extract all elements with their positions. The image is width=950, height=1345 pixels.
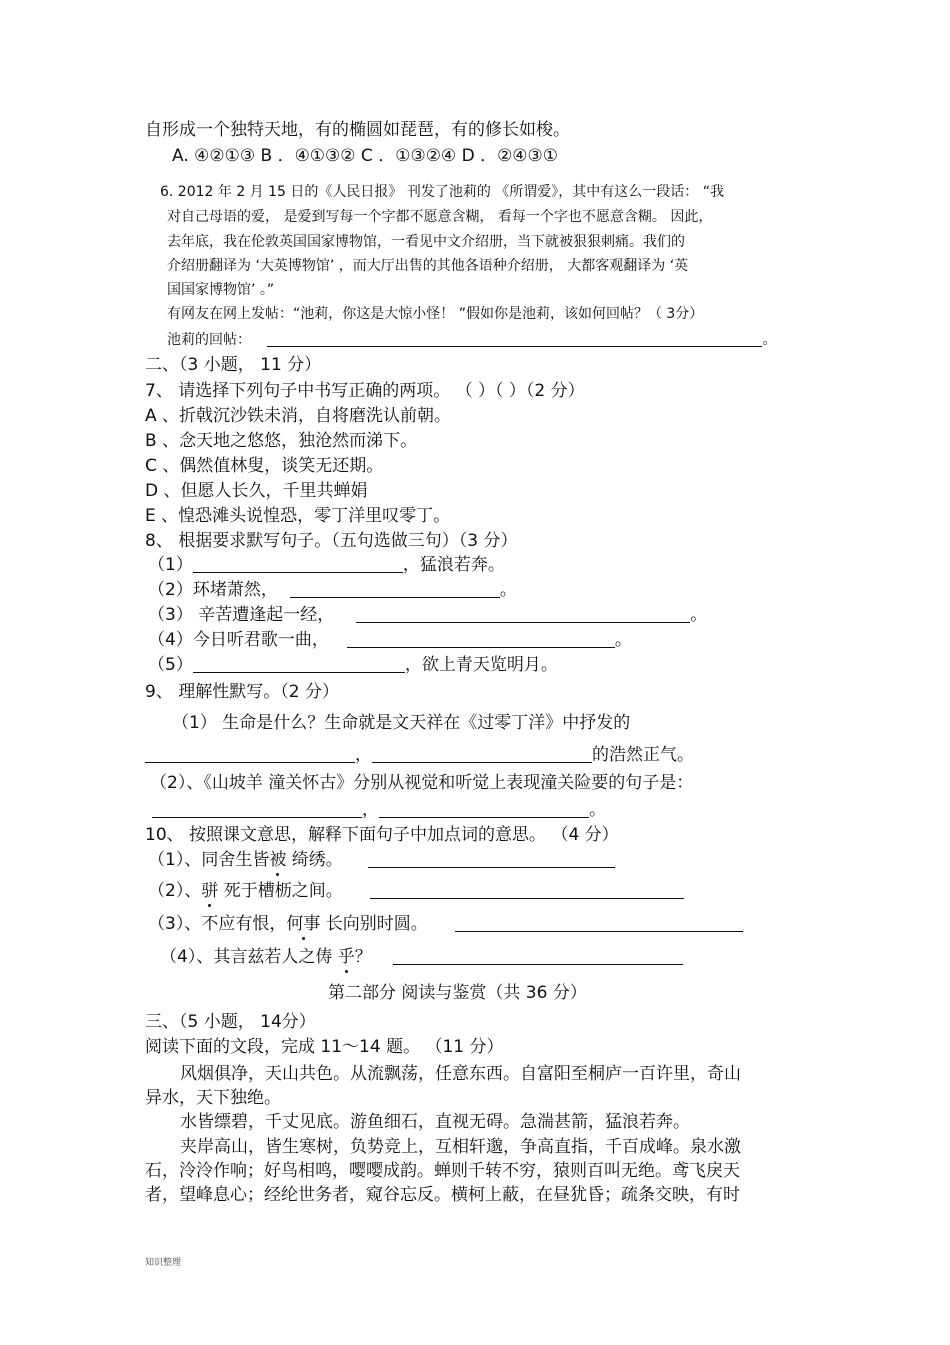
q8-item-2-pre: （2）环堵萧然， xyxy=(148,580,278,600)
q10-item-1 xyxy=(148,849,615,871)
q10-1-pre: （1）、同舍生皆 xyxy=(148,850,270,870)
q8-item-4-pre: （4）今日听君歌一曲， xyxy=(148,630,329,650)
q10-item-3 xyxy=(148,913,743,935)
page-footer: 知识整理 xyxy=(145,1258,182,1268)
q7-option-b: B 、念天地之悠悠，独沧然而涕下。 xyxy=(145,431,418,451)
passage-p3-line-1: 夹岸高山，皆生寒树，负势竞上，互相轩邈，争高直指，千百成峰。泉水激 xyxy=(180,1137,741,1157)
q6-reply-end: 。 xyxy=(762,332,777,348)
q9-1-end: 的浩然正气。 xyxy=(592,745,694,765)
q9-1-sep: ， xyxy=(355,745,372,765)
q10-stem: 10、 按照课文意思，解释下面句子中加点词的意思。 （4 分） xyxy=(145,825,619,845)
q6-line-5: 国国家博物馆’ 。” xyxy=(167,282,275,298)
q10-2-blank[interactable] xyxy=(370,882,684,899)
q6-reply-label: 池莉的回帖： xyxy=(167,332,251,348)
q10-item-2 xyxy=(148,880,684,902)
q9-2-end: 。 xyxy=(589,800,606,820)
q10-2-post: 死于槽枥之间。 xyxy=(218,881,343,901)
passage-p2: 水皆缥碧，千丈见底。游鱼细石，直视无碍。急湍甚箭，猛浪若奔。 xyxy=(180,1112,690,1132)
q5-line: 自形成一个独特天地，有的椭圆如琵琶，有的修长如梭。 xyxy=(145,120,570,140)
q6-reply-blank[interactable] xyxy=(267,330,762,347)
q8-item-3-post: 。 xyxy=(690,605,708,625)
q10-3-pre: （3）、不应有恨， xyxy=(148,914,287,934)
q8-item-3-pre: （3） 辛苦遭逢起一经， xyxy=(148,605,335,625)
q7-option-a: A 、折戟沉沙铁未消，自将磨洗认前朝。 xyxy=(145,406,452,426)
q10-3-blank[interactable] xyxy=(455,915,743,932)
q6-line-2: 对自己母语的爱， 是爱到写每一个字都不愿意含糊， 看每一个字也不愿意含糊。 因此， xyxy=(167,209,713,225)
q6-line-6: 有网友在网上发帖：“池莉，你这是大惊小怪！ ”假如你是池莉，该如何回帖？（ 3分） xyxy=(167,306,704,322)
q10-1-post: 绮绣。 xyxy=(286,850,343,870)
q8-stem: 8、 根据要求默写句子。（五句选做三句）（3 分） xyxy=(145,531,518,551)
q8-item-1-post: ，猛浪若奔。 xyxy=(402,555,505,575)
part3-header: 三、（5 小题， 14分） xyxy=(145,1012,316,1032)
q9-2-blank-b[interactable] xyxy=(379,801,589,818)
q8-item-2 xyxy=(148,579,517,601)
q6-line-1: 6. 2012 年 2 月 15 日的《人民日报》 刊发了池莉的 《所谓爱》，其中有这么一段话： “我 xyxy=(160,184,725,200)
q10-4-post: ？ xyxy=(354,947,372,967)
q5-options: A. ④②①③ B ．④①③② C ．①③②④ D ．②④③① xyxy=(172,146,559,166)
q10-4-blank[interactable] xyxy=(393,948,683,965)
q7-option-e: E 、惶恐滩头说惶恐，零丁洋里叹零丁。 xyxy=(145,506,451,526)
q9-1-blank-a[interactable] xyxy=(145,746,355,763)
q9-2-blank-a[interactable] xyxy=(152,801,362,818)
q8-item-2-post: 。 xyxy=(499,580,517,600)
q7-option-c: C 、偶然值林叟，谈笑无还期。 xyxy=(145,456,384,476)
q10-3-dotted-word: 何事 xyxy=(286,914,321,934)
q8-item-1 xyxy=(148,554,505,576)
q8-item-1-blank[interactable] xyxy=(193,556,403,573)
q8-item-5 xyxy=(148,654,558,676)
q8-item-1-pre: （1） xyxy=(148,555,193,575)
q9-1-blank-b[interactable] xyxy=(372,746,592,763)
q7-option-d: D 、但愿人长久，千里共蝉娟 xyxy=(145,481,368,501)
q10-4-pre: （4）、其言兹若人之俦 xyxy=(160,947,338,967)
passage-p3-line-3: 者，望峰息心；经纶世务者，窥谷忘反。横柯上蔽，在昼犹昏；疏条交映，有时 xyxy=(145,1185,740,1205)
q8-item-4 xyxy=(148,629,632,651)
q10-3-post: 长向别时圆。 xyxy=(320,914,428,934)
part-two-title: 第二部分 阅读与鉴赏（共 36 分） xyxy=(328,983,587,1003)
q10-1-blank[interactable] xyxy=(368,851,615,868)
part3-intro: 阅读下面的文段，完成 11～14 题。 （11 分） xyxy=(145,1037,504,1057)
passage-p3-line-2: 石，泠泠作响；好鸟相鸣，嘤嘤成韵。蝉则千转不穷，猿则百叫无绝。鸢飞戾天 xyxy=(145,1161,740,1181)
q8-item-4-blank[interactable] xyxy=(347,631,615,648)
q8-item-3 xyxy=(148,604,707,626)
q8-item-4-post: 。 xyxy=(614,630,632,650)
q8-item-2-blank[interactable] xyxy=(290,581,500,598)
q9-stem: 9、 理解性默写。（2 分） xyxy=(145,682,339,702)
q9-1-question: （1） 生命是什么？生命就是文天祥在《过零丁洋》中抒发的 xyxy=(172,713,631,733)
passage-p1-line-2: 异水，天下独绝。 xyxy=(145,1088,281,1108)
q6-reply-row xyxy=(167,330,776,350)
q9-2-question: （2）、《山坡羊 潼关怀古》分别从视觉和听觉上表现潼关险要的句子是： xyxy=(150,773,694,793)
passage-p1-line-1: 风烟俱净，天山共色。从流飘荡，任意东西。自富阳至桐庐一百许里，奇山 xyxy=(180,1064,741,1084)
q9-1-answer-row xyxy=(145,744,694,766)
q8-item-5-blank[interactable] xyxy=(193,656,405,673)
q10-1-dotted-word: 被 xyxy=(269,850,287,870)
part2-header: 二、（3 小题， 11 分） xyxy=(145,355,322,375)
q8-item-3-blank[interactable] xyxy=(356,606,690,623)
q10-item-4 xyxy=(160,946,683,968)
q9-2-answer-row xyxy=(152,799,606,821)
q6-line-3: 去年底，我在伦敦英国国家博物馆，一看见中文介绍册，当下就被狠狠刺痛。我们的 xyxy=(167,234,685,250)
q8-item-5-pre: （5） xyxy=(148,655,193,675)
q10-2-dotted-word: 骈 xyxy=(201,881,219,901)
q9-2-sep: ， xyxy=(362,800,379,820)
q6-line-4: 介绍册翻译为 ‘大英博物馆’ ，而大厅出售的其他各语种介绍册， 大都客观翻译为 ‘英 xyxy=(167,258,689,274)
q10-4-dotted-word: 乎 xyxy=(337,947,355,967)
q7-stem: 7、 请选择下列句子中书写正确的两项。 （ ）（ ）（2 分） xyxy=(145,381,585,401)
q8-item-5-post: ，欲上青天览明月。 xyxy=(404,655,558,675)
q10-2-pre: （2）、 xyxy=(148,881,202,901)
